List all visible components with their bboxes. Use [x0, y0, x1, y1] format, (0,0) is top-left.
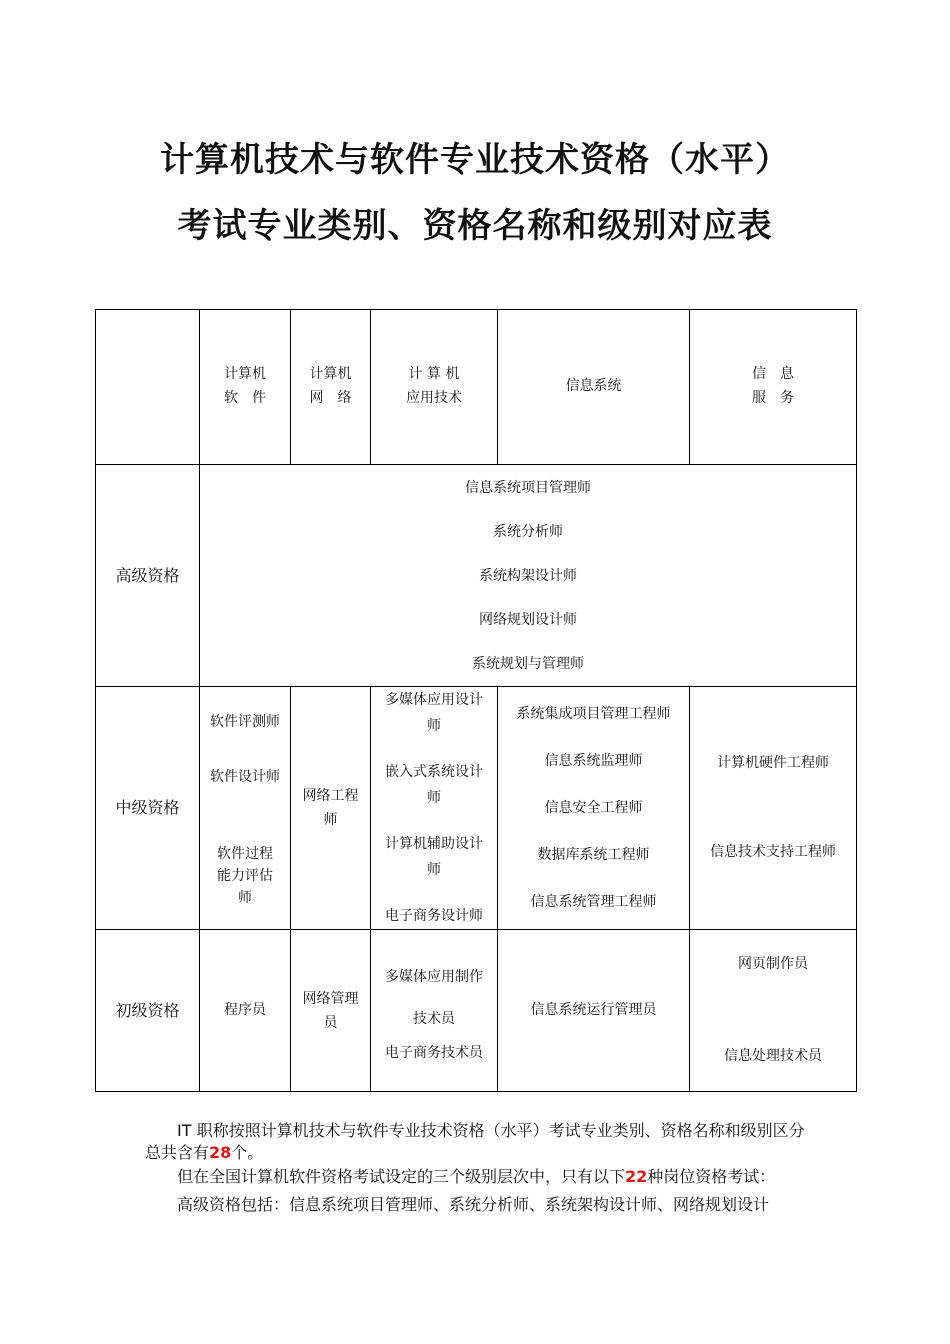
level-junior: 初级资格	[96, 930, 200, 1092]
middle-software-cell	[200, 687, 291, 930]
page-title-line1: 计算机技术与软件专业技术资格（水平）	[160, 140, 790, 180]
list-item: 网络规划设计师	[479, 611, 577, 628]
middle-application-cell	[371, 687, 498, 930]
list-item: 计算机硬件工程师	[717, 754, 829, 771]
middle-network-cell: 网络工程师	[291, 687, 371, 930]
paragraph-1: IT 职称按照计算机技术与软件专业技术资格（水平）考试专业类别、资格名称和级别区分总共含有28个。	[145, 1121, 805, 1162]
list-item: 系统集成项目管理工程师	[516, 705, 671, 722]
header-row	[96, 310, 857, 465]
list-item: 软件评测师	[210, 714, 280, 730]
paragraph-2: 但在全国计算机软件资格考试设定的三个级别层次中，只有以下22种岗位资格考试：	[177, 1167, 776, 1186]
total-count: 28	[209, 1143, 232, 1162]
list-item: 系统构架设计师	[479, 567, 577, 584]
level-senior: 高级资格	[96, 465, 200, 687]
list-item: 多媒体应用制作技术员	[385, 968, 483, 1027]
list-item: 嵌入式系统设计师	[385, 764, 483, 806]
header-computer-application: 计 算 机 应用技术	[371, 310, 498, 465]
middle-info-system-cell	[498, 687, 690, 930]
list-item: 信息系统管理工程师	[530, 893, 657, 910]
list-item: 信息安全工程师	[544, 799, 643, 816]
paragraph-3: 高级资格包括：信息系统项目管理师、系统分析师、系统架构设计师、网络规划设计	[177, 1195, 770, 1214]
list-item: 网页制作员	[738, 955, 808, 972]
page-title-line2: 考试专业类别、资格名称和级别对应表	[177, 206, 773, 246]
level-middle: 中级资格	[96, 687, 200, 930]
exam-count: 22	[625, 1167, 648, 1186]
list-item: 计算机辅助设计师	[385, 836, 483, 878]
junior-network-cell: 网络管理员	[291, 930, 371, 1092]
list-item: 软件过程能力评估师	[217, 846, 273, 906]
junior-software-cell: 程序员	[200, 930, 291, 1092]
junior-info-system-cell: 信息系统运行管理员	[498, 930, 690, 1092]
list-item: 信息系统项目管理师	[465, 479, 591, 496]
list-item: 电子商务设计师	[385, 908, 483, 924]
qualification-table	[95, 309, 857, 1092]
header-info-service: 信 息 服 务	[690, 310, 857, 465]
middle-row	[96, 687, 857, 930]
junior-info-service-cell	[690, 930, 857, 1092]
header-info-system: 信息系统	[498, 310, 690, 465]
list-item: 信息系统监理师	[544, 752, 643, 769]
list-item: 系统规划与管理师	[472, 655, 584, 672]
header-computer-network: 计算机 网 络	[291, 310, 371, 465]
list-item: 电子商务技术员	[385, 1044, 483, 1061]
list-item: 数据库系统工程师	[537, 846, 650, 863]
header-computer-software: 计算机 软 件	[200, 310, 291, 465]
list-item: 多媒体应用设计师	[385, 692, 483, 734]
list-item: 系统分析师	[493, 523, 563, 540]
middle-info-service-cell	[690, 687, 857, 930]
senior-row	[96, 465, 857, 687]
junior-row	[96, 930, 857, 1092]
list-item: 软件设计师	[210, 769, 280, 785]
list-item: 信息处理技术员	[724, 1047, 822, 1064]
junior-application-cell	[371, 930, 498, 1092]
corner-cell	[96, 310, 200, 465]
list-item: 信息技术支持工程师	[710, 843, 836, 860]
senior-items-cell	[200, 465, 857, 687]
